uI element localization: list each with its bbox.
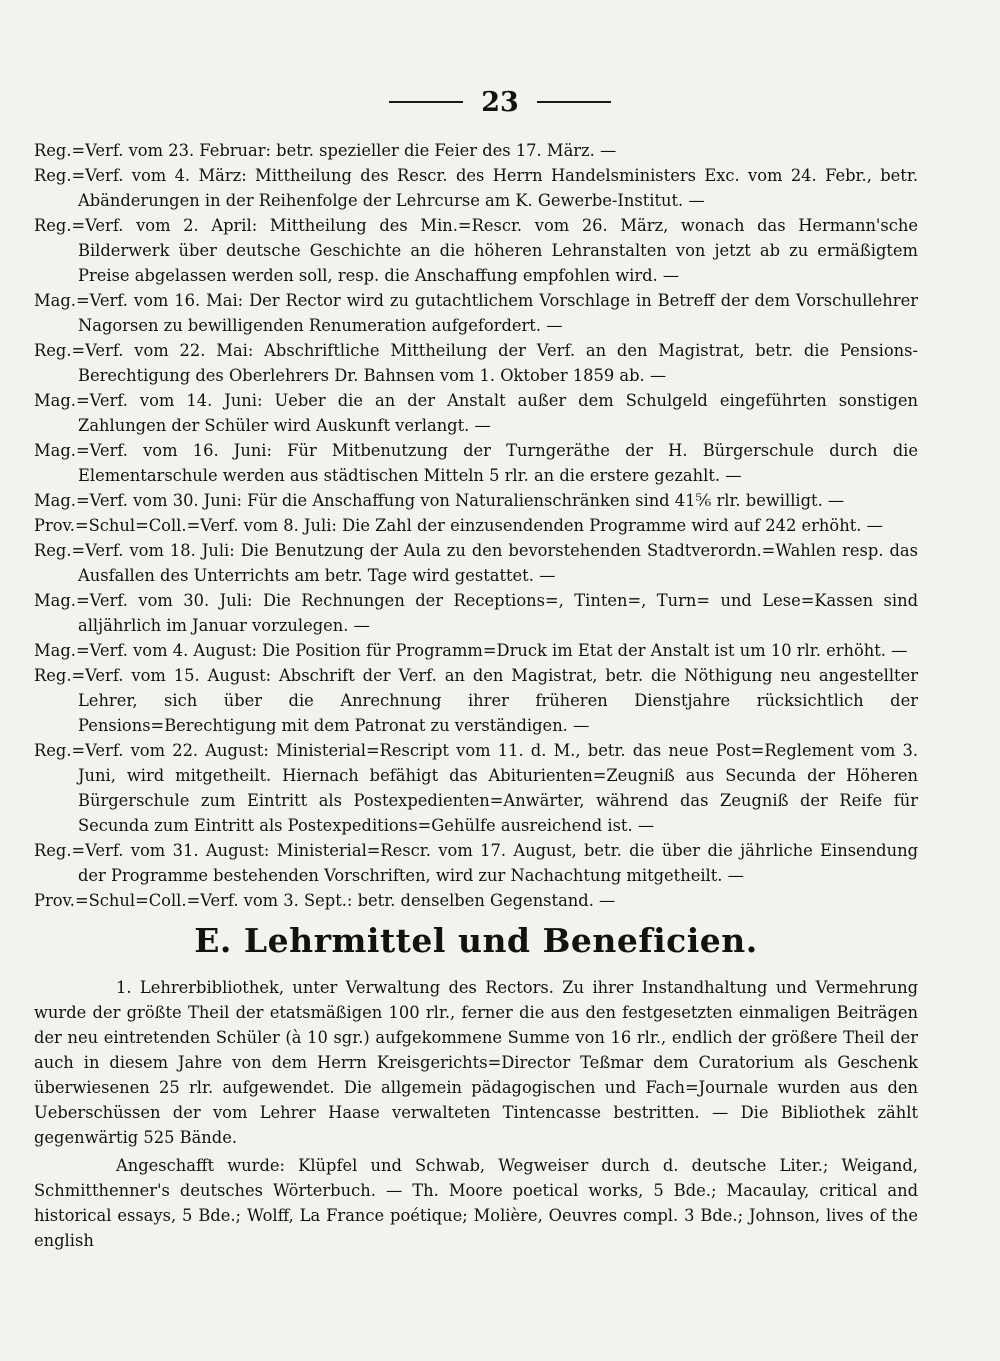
page-number: 23 <box>481 86 519 118</box>
decree-entry: Prov.=Schul=Coll.=Verf. vom 3. Sept.: betr. denselben Gegenstand. — <box>34 891 616 910</box>
decree-entry: Mag.=Verf. vom 30. Juni: Für die Anschaffung von Naturalienschränken sind 41⅚ rlr. bewilligt. — <box>34 491 845 510</box>
decree-entry: Reg.=Verf. vom 22. Mai: Abschriftliche Mittheilung der Verf. an den Magistrat, betr. die Pensions-Berechtigung des Oberlehrers Dr. Bahnsen vom 1. Oktober 1859 ab. — <box>34 341 918 385</box>
page-header <box>0 84 1000 120</box>
decree-entry: Mag.=Verf. vom 14. Juni: Ueber die an der Anstalt außer dem Schulgeld eingeführten sonstigen Zahlungen der Schüler wird Auskunft verlangt. — <box>34 391 918 435</box>
decree-entry: Mag.=Verf. vom 16. Mai: Der Rector wird zu gutachtlichem Vorschlage in Betreff der dem Vorschullehrer Nagorsen zu bewilligenden Renumeration aufgefordert. — <box>34 291 918 335</box>
decree-entry: Reg.=Verf. vom 22. August: Ministerial=Rescript vom 11. d. M., betr. das neue Post=Reglement vom 3. Juni, wird mitgetheilt. Hiernach befähigt das Abiturienten=Zeugniß aus Secunda der Höheren Bürgerschule zum Eintritt als Postexpedienten=Anwärter, während das Zeugniß der Reife für Secunda zum Eintritt als Postexpeditions=Gehülfe ausreichend ist. — <box>34 741 918 835</box>
decree-entry: Mag.=Verf. vom 4. August: Die Position für Programm=Druck im Etat der Anstalt ist um 10 rlr. erhöht. — <box>34 641 908 660</box>
decree-entry: Reg.=Verf. vom 4. März: Mittheilung des Rescr. des Herrn Handelsministers Exc. vom 24. Febr., betr. Abänderungen in der Reihenfolge der Lehrcurse am K. Gewerbe-Institut. — <box>34 166 918 210</box>
header-rule-left <box>389 101 463 103</box>
acquisitions-paragraph: Angeschafft wurde: Klüpfel und Schwab, Wegweiser durch d. deutsche Liter.; Weigand, Schmitthenner's deutsches Wörterbuch. — Th. Moore poetical works, 5 Bde.; Macaulay, critical and historical essays, 5 Bde.; Wolff, La France poétique; Molière, Oeuvres compl. 3 Bde.; Johnson, lives of the english <box>34 1156 918 1250</box>
page-body <box>34 138 918 1253</box>
decree-entry: Reg.=Verf. vom 23. Februar: betr. spezieller die Feier des 17. März. — <box>34 141 617 160</box>
decree-entry: Mag.=Verf. vom 16. Juni: Für Mitbenutzung der Turngeräthe der H. Bürgerschule durch die Elementarschule werden aus städtischen Mitteln 5 rlr. an die erstere gezahlt. — <box>34 441 918 485</box>
decree-entry: Reg.=Verf. vom 18. Juli: Die Benutzung der Aula zu den bevorstehenden Stadtverordn.=Wahlen resp. das Ausfallen des Unterrichts am betr. Tage wird gestattet. — <box>34 541 918 585</box>
library-paragraph: 1. Lehrerbibliothek, unter Verwaltung des Rectors. Zu ihrer Instandhaltung und Vermehrung wurde der größte Theil der etatsmäßigen 100 rlr., ferner die aus den festgesetzten einmaligen Beiträgen der neu eintretenden Schüler (à 10 sgr.) aufgekommene Summe von 16 rlr., endlich der größere Theil der auch in diesem Jahre von dem Herrn Kreisgerichts=Director Teßmar dem Curatorium als Geschenk überwiesenen 25 rlr. aufgewendet. Die allgemein pädagogischen und Fach=Journale wurden aus den Ueberschüssen der vom Lehrer Haase verwalteten Tintencasse bestritten. — Die Bibliothek zählt gegenwärtig 525 Bände. <box>34 978 918 1147</box>
header-rule-right <box>537 101 611 103</box>
decree-entry: Reg.=Verf. vom 31. August: Ministerial=Rescr. vom 17. August, betr. die über die jährliche Einsendung der Programme bestehenden Vorschriften, wird zur Nachachtung mitgetheilt. — <box>34 841 918 885</box>
decree-entry: Reg.=Verf. vom 2. April: Mittheilung des Min.=Rescr. vom 26. März, wonach das Hermann'sche Bilderwerk über deutsche Geschichte an die höheren Lehranstalten von jetzt ab zu ermäßigtem Preise abgelassen werden soll, resp. die Anschaffung empfohlen wird. — <box>34 216 918 285</box>
decree-entry: Mag.=Verf. vom 30. Juli: Die Rechnungen der Receptions=, Tinten=, Turn= und Lese=Kassen sind alljährlich im Januar vorzulegen. — <box>34 591 918 635</box>
decree-entry: Prov.=Schul=Coll.=Verf. vom 8. Juli: Die Zahl der einzusendenden Programme wird auf 242 erhöht. — <box>34 516 883 535</box>
section-heading: E. Lehrmittel und Beneficien. <box>194 921 758 960</box>
decree-entry: Reg.=Verf. vom 15. August: Abschrift der Verf. an den Magistrat, betr. die Nöthigung neu angestellter Lehrer, sich über die Anrechnung ihrer früheren Dienstjahre rücksichtlich der Pensions=Berechtigung mit dem Patronat zu verständigen. — <box>34 666 918 735</box>
